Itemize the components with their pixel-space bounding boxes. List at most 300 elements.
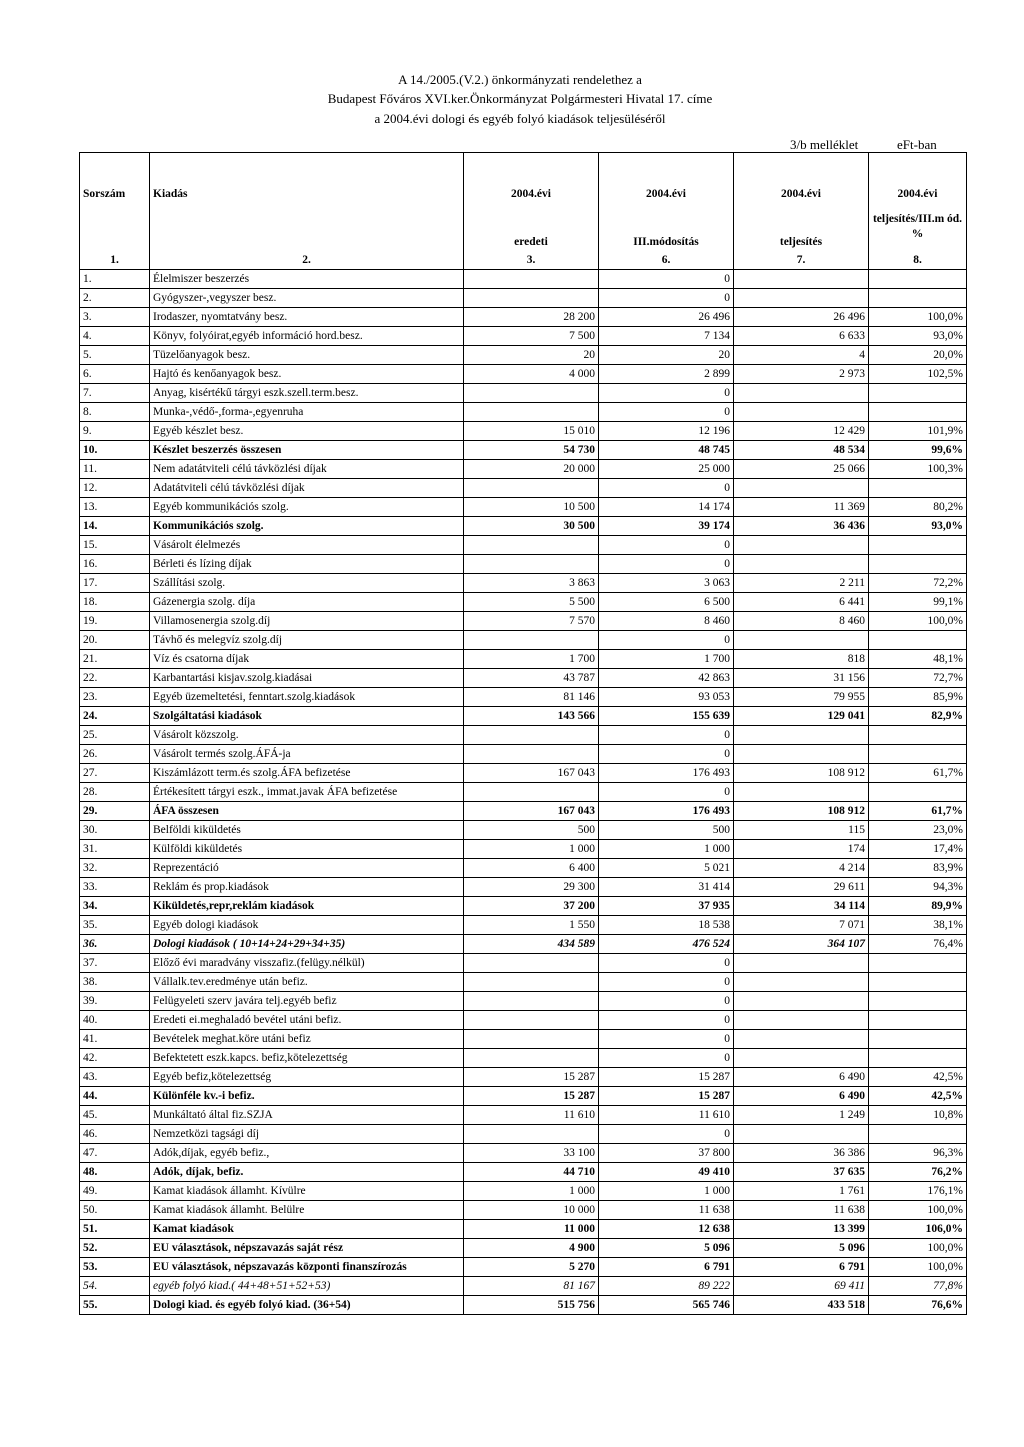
row-percent: 38,1% xyxy=(869,916,967,935)
row-teljesites: 7 071 xyxy=(734,916,869,935)
row-teljesites: 5 096 xyxy=(734,1239,869,1258)
row-eredeti: 1 000 xyxy=(464,1182,599,1201)
row-percent xyxy=(869,726,967,745)
row-eredeti: 4 000 xyxy=(464,365,599,384)
row-name: Készlet beszerzés összesen xyxy=(150,441,464,460)
table-row xyxy=(80,897,967,916)
row-eredeti: 10 000 xyxy=(464,1201,599,1220)
table-row xyxy=(80,1144,967,1163)
row-name: Eredeti ei.meghaladó bevétel utáni befiz. xyxy=(150,1011,464,1030)
row-modositas: 37 935 xyxy=(599,897,734,916)
row-modositas: 12 638 xyxy=(599,1220,734,1239)
row-name: Bérleti és lízing díjak xyxy=(150,555,464,574)
row-percent: 106,0% xyxy=(869,1220,967,1239)
row-teljesites xyxy=(734,1011,869,1030)
row-number: 18. xyxy=(80,593,150,612)
row-percent xyxy=(869,631,967,650)
row-number: 32. xyxy=(80,859,150,878)
row-percent: 42,5% xyxy=(869,1068,967,1087)
row-eredeti: 11 000 xyxy=(464,1220,599,1239)
row-name: Munkáltató által fiz.SZJA xyxy=(150,1106,464,1125)
row-modositas: 0 xyxy=(599,973,734,992)
row-percent: 20,0% xyxy=(869,346,967,365)
row-modositas: 0 xyxy=(599,479,734,498)
row-modositas: 0 xyxy=(599,1049,734,1068)
row-name: Vásárolt közszolg. xyxy=(150,726,464,745)
row-eredeti xyxy=(464,270,599,289)
row-teljesites: 13 399 xyxy=(734,1220,869,1239)
row-eredeti xyxy=(464,289,599,308)
row-percent xyxy=(869,289,967,308)
row-eredeti: 7 500 xyxy=(464,327,599,346)
table-row xyxy=(80,536,967,555)
row-teljesites: 2 211 xyxy=(734,574,869,593)
row-number: 17. xyxy=(80,574,150,593)
table-row xyxy=(80,802,967,821)
col-header-year-mod: 2004.évi xyxy=(599,185,734,203)
row-number: 27. xyxy=(80,764,150,783)
row-eredeti: 20 000 xyxy=(464,460,599,479)
row-name: Reklám és prop.kiadások xyxy=(150,878,464,897)
table-row xyxy=(80,821,967,840)
table-row xyxy=(80,517,967,536)
row-teljesites xyxy=(734,783,869,802)
row-name: Irodaszer, nyomtatvány besz. xyxy=(150,308,464,327)
col-header-kiadas: Kiadás xyxy=(150,185,464,203)
row-modositas: 15 287 xyxy=(599,1087,734,1106)
row-eredeti: 4 900 xyxy=(464,1239,599,1258)
row-number: 20. xyxy=(80,631,150,650)
row-percent: 10,8% xyxy=(869,1106,967,1125)
row-number: 15. xyxy=(80,536,150,555)
table-row xyxy=(80,669,967,688)
row-modositas: 176 493 xyxy=(599,764,734,783)
row-modositas: 155 639 xyxy=(599,707,734,726)
table-row xyxy=(80,783,967,802)
row-modositas: 565 746 xyxy=(599,1296,734,1315)
row-number: 25. xyxy=(80,726,150,745)
col-header-pct: teljesítés/III.m ód. % xyxy=(869,203,967,251)
row-eredeti xyxy=(464,631,599,650)
row-percent: 48,1% xyxy=(869,650,967,669)
row-percent xyxy=(869,555,967,574)
row-teljesites xyxy=(734,555,869,574)
row-teljesites: 34 114 xyxy=(734,897,869,916)
row-teljesites: 129 041 xyxy=(734,707,869,726)
row-teljesites: 174 xyxy=(734,840,869,859)
row-eredeti: 11 610 xyxy=(464,1106,599,1125)
table-row xyxy=(80,441,967,460)
row-percent xyxy=(869,479,967,498)
row-teljesites: 69 411 xyxy=(734,1277,869,1296)
row-eredeti xyxy=(464,403,599,422)
row-number: 45. xyxy=(80,1106,150,1125)
row-percent: 42,5% xyxy=(869,1087,967,1106)
table-row xyxy=(80,1106,967,1125)
row-number: 26. xyxy=(80,745,150,764)
row-teljesites xyxy=(734,973,869,992)
row-teljesites xyxy=(734,479,869,498)
row-name: Nem adatátviteli célú távközlési díjak xyxy=(150,460,464,479)
header-line-2: Budapest Főváros XVI.ker.Önkormányzat Polgármesteri Hivatal 17. címe xyxy=(327,91,713,106)
row-eredeti: 1 700 xyxy=(464,650,599,669)
row-teljesites: 36 386 xyxy=(734,1144,869,1163)
row-teljesites: 1 761 xyxy=(734,1182,869,1201)
row-name: Felügyeleti szerv javára telj.egyéb befiz xyxy=(150,992,464,1011)
row-number: 28. xyxy=(80,783,150,802)
row-number: 48. xyxy=(80,1163,150,1182)
row-name: Külföldi kiküldetés xyxy=(150,840,464,859)
row-modositas: 11 638 xyxy=(599,1201,734,1220)
row-eredeti: 15 010 xyxy=(464,422,599,441)
row-number: 46. xyxy=(80,1125,150,1144)
row-name: Nemzetközi tagsági díj xyxy=(150,1125,464,1144)
row-eredeti xyxy=(464,726,599,745)
table-row xyxy=(80,1125,967,1144)
row-number: 14. xyxy=(80,517,150,536)
row-name: Villamosenergia szolg.díj xyxy=(150,612,464,631)
row-percent: 77,8% xyxy=(869,1277,967,1296)
row-name: Élelmiszer beszerzés xyxy=(150,270,464,289)
table-row xyxy=(80,954,967,973)
row-modositas: 0 xyxy=(599,555,734,574)
row-modositas: 0 xyxy=(599,726,734,745)
table-row xyxy=(80,707,967,726)
row-teljesites: 11 638 xyxy=(734,1201,869,1220)
row-eredeti: 5 270 xyxy=(464,1258,599,1277)
row-number: 6. xyxy=(80,365,150,384)
row-number: 7. xyxy=(80,384,150,403)
attachment-label: 3/b melléklet xyxy=(790,137,859,152)
col-num-1: 1. xyxy=(80,251,150,270)
table-row xyxy=(80,1277,967,1296)
row-percent: 61,7% xyxy=(869,764,967,783)
table-row xyxy=(80,859,967,878)
col-header-mod: III.módosítás xyxy=(599,233,734,251)
row-number: 16. xyxy=(80,555,150,574)
row-percent: 93,0% xyxy=(869,517,967,536)
row-eredeti: 15 287 xyxy=(464,1068,599,1087)
col-num-6: 6. xyxy=(599,251,734,270)
row-modositas: 0 xyxy=(599,384,734,403)
row-modositas: 0 xyxy=(599,403,734,422)
row-teljesites: 12 429 xyxy=(734,422,869,441)
row-eredeti: 1 550 xyxy=(464,916,599,935)
row-modositas: 8 460 xyxy=(599,612,734,631)
row-eredeti xyxy=(464,954,599,973)
row-percent: 72,7% xyxy=(869,669,967,688)
row-modositas: 1 000 xyxy=(599,1182,734,1201)
row-teljesites: 6 633 xyxy=(734,327,869,346)
row-teljesites: 79 955 xyxy=(734,688,869,707)
row-percent: 76,2% xyxy=(869,1163,967,1182)
row-eredeti: 1 000 xyxy=(464,840,599,859)
col-header-year-telj: 2004.évi xyxy=(734,185,869,203)
table-row xyxy=(80,973,967,992)
row-percent: 99,1% xyxy=(869,593,967,612)
row-number: 43. xyxy=(80,1068,150,1087)
table-row xyxy=(80,992,967,1011)
row-name: Vállalk.tev.eredménye után befiz. xyxy=(150,973,464,992)
row-teljesites xyxy=(734,403,869,422)
row-modositas: 93 053 xyxy=(599,688,734,707)
row-modositas: 0 xyxy=(599,783,734,802)
row-modositas: 25 000 xyxy=(599,460,734,479)
row-eredeti xyxy=(464,973,599,992)
table-row xyxy=(80,1201,967,1220)
row-number: 54. xyxy=(80,1277,150,1296)
row-name: Távhő és melegvíz szolg.díj xyxy=(150,631,464,650)
row-teljesites xyxy=(734,1049,869,1068)
row-number: 52. xyxy=(80,1239,150,1258)
row-percent: 102,5% xyxy=(869,365,967,384)
row-number: 24. xyxy=(80,707,150,726)
row-name: Előző évi maradvány visszafiz.(felügy.nélkül) xyxy=(150,954,464,973)
row-number: 55. xyxy=(80,1296,150,1315)
row-teljesites xyxy=(734,1125,869,1144)
row-percent: 83,9% xyxy=(869,859,967,878)
row-number: 8. xyxy=(80,403,150,422)
row-name: Szolgáltatási kiadások xyxy=(150,707,464,726)
row-eredeti: 434 589 xyxy=(464,935,599,954)
row-modositas: 39 174 xyxy=(599,517,734,536)
row-eredeti: 143 566 xyxy=(464,707,599,726)
row-name: Kiküldetés,repr,reklám kiadások xyxy=(150,897,464,916)
col-header-eredeti: eredeti xyxy=(464,233,599,251)
row-percent: 76,6% xyxy=(869,1296,967,1315)
col-header-year-eredeti: 2004.évi xyxy=(464,185,599,203)
table-row xyxy=(80,574,967,593)
row-name: Egyéb dologi kiadások xyxy=(150,916,464,935)
row-modositas: 0 xyxy=(599,1030,734,1049)
row-name: Szállítási szolg. xyxy=(150,574,464,593)
row-modositas: 11 610 xyxy=(599,1106,734,1125)
row-eredeti xyxy=(464,536,599,555)
row-teljesites: 37 635 xyxy=(734,1163,869,1182)
table-row xyxy=(80,1087,967,1106)
row-modositas: 3 063 xyxy=(599,574,734,593)
row-eredeti: 15 287 xyxy=(464,1087,599,1106)
row-modositas: 37 800 xyxy=(599,1144,734,1163)
row-percent: 85,9% xyxy=(869,688,967,707)
table-row xyxy=(80,745,967,764)
row-number: 34. xyxy=(80,897,150,916)
row-number: 42. xyxy=(80,1049,150,1068)
row-teljesites: 26 496 xyxy=(734,308,869,327)
row-teljesites xyxy=(734,631,869,650)
row-eredeti: 81 167 xyxy=(464,1277,599,1296)
row-number: 10. xyxy=(80,441,150,460)
row-number: 2. xyxy=(80,289,150,308)
table-row xyxy=(80,726,967,745)
table-row xyxy=(80,479,967,498)
row-eredeti xyxy=(464,1011,599,1030)
table-row xyxy=(80,555,967,574)
col-num-8: 8. xyxy=(869,251,967,270)
row-modositas: 89 222 xyxy=(599,1277,734,1296)
row-number: 13. xyxy=(80,498,150,517)
row-teljesites: 433 518 xyxy=(734,1296,869,1315)
table-row xyxy=(80,1030,967,1049)
unit-label: eFt-ban xyxy=(897,137,937,152)
row-teljesites: 6 490 xyxy=(734,1087,869,1106)
row-percent xyxy=(869,745,967,764)
table-row xyxy=(80,1011,967,1030)
row-percent xyxy=(869,270,967,289)
row-number: 38. xyxy=(80,973,150,992)
row-percent xyxy=(869,973,967,992)
col-header-year-pct: 2004.évi xyxy=(869,185,967,203)
row-name: Különféle kv.-i befiz. xyxy=(150,1087,464,1106)
row-number: 50. xyxy=(80,1201,150,1220)
row-name: egyéb folyó kiad.( 44+48+51+52+53) xyxy=(150,1277,464,1296)
row-modositas: 0 xyxy=(599,270,734,289)
row-percent xyxy=(869,1125,967,1144)
row-number: 41. xyxy=(80,1030,150,1049)
row-teljesites: 6 791 xyxy=(734,1258,869,1277)
row-modositas: 500 xyxy=(599,821,734,840)
row-number: 5. xyxy=(80,346,150,365)
row-teljesites xyxy=(734,726,869,745)
header-line-3: a 2004.évi dologi és egyéb folyó kiadások teljesüléséről xyxy=(374,111,666,126)
col-num-3: 3. xyxy=(464,251,599,270)
row-number: 40. xyxy=(80,1011,150,1030)
row-modositas: 1 700 xyxy=(599,650,734,669)
row-number: 36. xyxy=(80,935,150,954)
row-eredeti: 500 xyxy=(464,821,599,840)
row-percent: 93,0% xyxy=(869,327,967,346)
table-row xyxy=(80,1296,967,1315)
row-modositas: 0 xyxy=(599,1011,734,1030)
row-teljesites: 1 249 xyxy=(734,1106,869,1125)
row-name: Munka-,védő-,forma-,egyenruha xyxy=(150,403,464,422)
row-name: Adók, díjak, befiz. xyxy=(150,1163,464,1182)
row-percent: 101,9% xyxy=(869,422,967,441)
row-eredeti xyxy=(464,479,599,498)
row-number: 44. xyxy=(80,1087,150,1106)
row-percent: 99,6% xyxy=(869,441,967,460)
col-num-7: 7. xyxy=(734,251,869,270)
row-name: Adók,díjak, egyéb befiz., xyxy=(150,1144,464,1163)
row-name: Belföldi kiküldetés xyxy=(150,821,464,840)
row-name: Egyéb készlet besz. xyxy=(150,422,464,441)
row-teljesites: 6 490 xyxy=(734,1068,869,1087)
row-name: Hajtó és kenőanyagok besz. xyxy=(150,365,464,384)
row-name: Dologi kiad. és egyéb folyó kiad. (36+54) xyxy=(150,1296,464,1315)
col-header-sorszam: Sorszám xyxy=(80,185,150,203)
row-percent xyxy=(869,384,967,403)
row-name: Kamat kiadások államht. Belülre xyxy=(150,1201,464,1220)
row-name: Víz és csatorna díjak xyxy=(150,650,464,669)
table-row xyxy=(80,1239,967,1258)
row-teljesites: 108 912 xyxy=(734,802,869,821)
row-teljesites: 48 534 xyxy=(734,441,869,460)
row-teljesites: 818 xyxy=(734,650,869,669)
row-teljesites: 4 214 xyxy=(734,859,869,878)
table-row xyxy=(80,460,967,479)
table-row xyxy=(80,498,967,517)
table-row xyxy=(80,631,967,650)
row-name: Kommunikációs szolg. xyxy=(150,517,464,536)
row-name: Egyéb kommunikációs szolg. xyxy=(150,498,464,517)
row-number: 30. xyxy=(80,821,150,840)
row-percent: 72,2% xyxy=(869,574,967,593)
row-modositas: 0 xyxy=(599,536,734,555)
table-row xyxy=(80,593,967,612)
row-modositas: 0 xyxy=(599,745,734,764)
table-row xyxy=(80,1220,967,1239)
row-modositas: 1 000 xyxy=(599,840,734,859)
row-modositas: 15 287 xyxy=(599,1068,734,1087)
row-percent xyxy=(869,992,967,1011)
table-row xyxy=(80,1182,967,1201)
table-row xyxy=(80,935,967,954)
row-eredeti: 44 710 xyxy=(464,1163,599,1182)
row-eredeti: 29 300 xyxy=(464,878,599,897)
row-number: 39. xyxy=(80,992,150,1011)
row-modositas: 42 863 xyxy=(599,669,734,688)
row-eredeti: 7 570 xyxy=(464,612,599,631)
row-modositas: 5 096 xyxy=(599,1239,734,1258)
row-number: 47. xyxy=(80,1144,150,1163)
row-percent: 176,1% xyxy=(869,1182,967,1201)
row-eredeti: 5 500 xyxy=(464,593,599,612)
row-percent xyxy=(869,1011,967,1030)
row-modositas: 176 493 xyxy=(599,802,734,821)
row-teljesites: 25 066 xyxy=(734,460,869,479)
table-row xyxy=(80,327,967,346)
row-eredeti xyxy=(464,1030,599,1049)
row-eredeti: 10 500 xyxy=(464,498,599,517)
row-modositas: 14 174 xyxy=(599,498,734,517)
row-number: 3. xyxy=(80,308,150,327)
table-row xyxy=(80,878,967,897)
table-row xyxy=(80,308,967,327)
row-eredeti: 30 500 xyxy=(464,517,599,536)
row-eredeti xyxy=(464,1125,599,1144)
row-name: Befektetett eszk.kapcs. befiz,kötelezettség xyxy=(150,1049,464,1068)
row-number: 23. xyxy=(80,688,150,707)
table-row xyxy=(80,650,967,669)
row-name: Vásárolt termés szolg.ÁFÁ-ja xyxy=(150,745,464,764)
row-number: 21. xyxy=(80,650,150,669)
row-eredeti xyxy=(464,745,599,764)
row-percent xyxy=(869,536,967,555)
row-teljesites xyxy=(734,289,869,308)
header-line-1: A 14./2005.(V.2.) önkormányzati rendelethez a xyxy=(398,72,642,87)
row-number: 22. xyxy=(80,669,150,688)
table-row xyxy=(80,916,967,935)
row-teljesites: 2 973 xyxy=(734,365,869,384)
row-eredeti xyxy=(464,783,599,802)
row-modositas: 0 xyxy=(599,631,734,650)
row-percent xyxy=(869,1049,967,1068)
table-row xyxy=(80,289,967,308)
row-name: EU választások, népszavazás központi finanszírozás xyxy=(150,1258,464,1277)
row-number: 33. xyxy=(80,878,150,897)
row-name: Anyag, kisértékű tárgyi eszk.szell.term.besz. xyxy=(150,384,464,403)
table-row xyxy=(80,1258,967,1277)
row-percent: 96,3% xyxy=(869,1144,967,1163)
row-eredeti: 20 xyxy=(464,346,599,365)
row-name: Bevételek meghat.köre utáni befiz xyxy=(150,1030,464,1049)
row-name: Reprezentáció xyxy=(150,859,464,878)
row-modositas: 26 496 xyxy=(599,308,734,327)
row-teljesites: 31 156 xyxy=(734,669,869,688)
table-row xyxy=(80,365,967,384)
row-name: Adatátviteli célú távközlési díjak xyxy=(150,479,464,498)
row-eredeti: 167 043 xyxy=(464,764,599,783)
